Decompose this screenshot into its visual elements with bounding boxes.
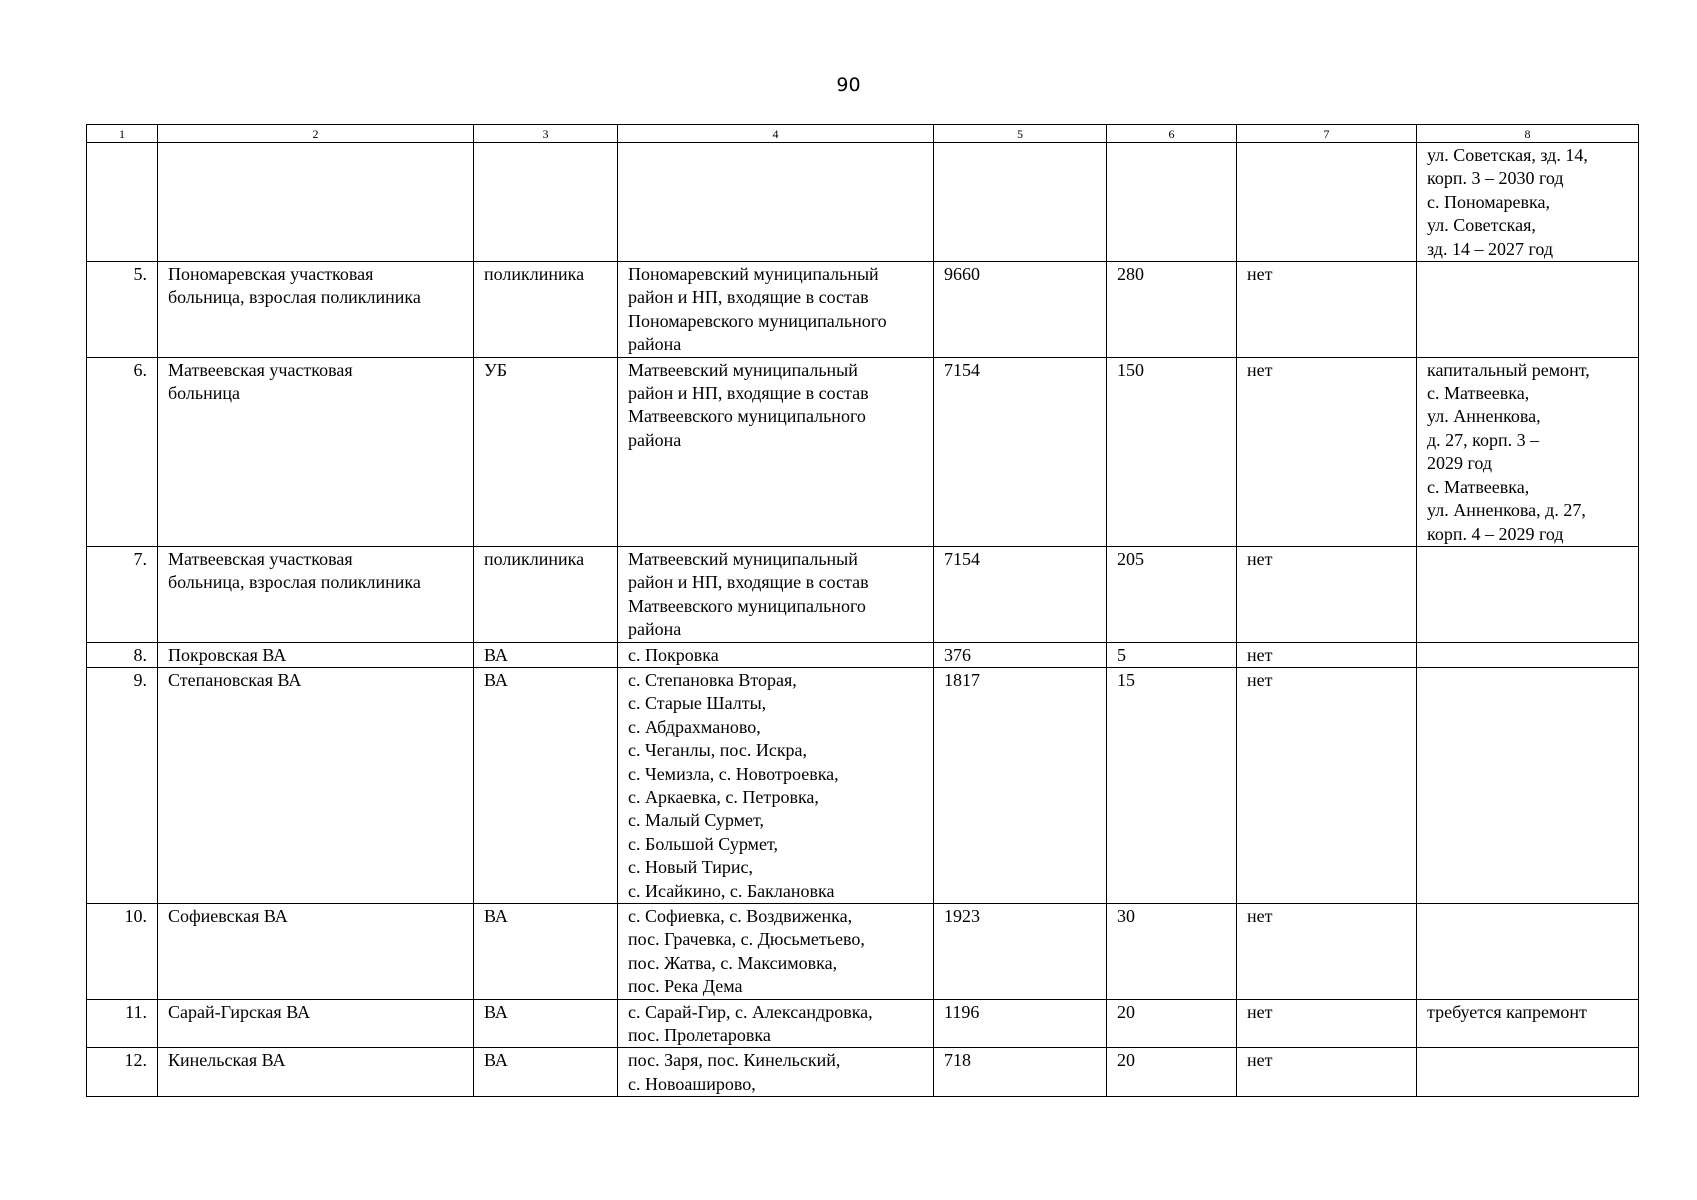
capacity-cell: 20 (1107, 999, 1237, 1048)
cell-line: больница (168, 383, 240, 404)
cell-line: пос. Грачевка, с. Дюсьметьево, (628, 929, 865, 950)
cell-line: район и НП, входящие в состав (628, 572, 869, 593)
table-row (87, 667, 1639, 903)
service-area-cell (618, 262, 934, 358)
capacity-cell (1107, 143, 1237, 262)
table-row (87, 546, 1639, 642)
service-area-cell (618, 904, 934, 1000)
cell-line: с. Покровка (628, 644, 719, 665)
capacity-cell: 30 (1107, 904, 1237, 1000)
status-cell (1237, 143, 1417, 262)
row-number-cell: 8. (87, 642, 158, 667)
column-header: 7 (1237, 125, 1417, 143)
column-header: 5 (934, 125, 1107, 143)
facility-type-cell (474, 999, 618, 1048)
cell-line: района (628, 429, 682, 450)
population-cell (934, 143, 1107, 262)
cell-line: Кинельская ВА (168, 1050, 286, 1071)
row-number-cell: 7. (87, 546, 158, 642)
cell-line: ВА (484, 906, 508, 926)
cell-line: зд. 14 – 2027 год (1427, 238, 1554, 259)
facility-name-cell (158, 642, 474, 667)
cell-line: пос. Пролетаровка (628, 1025, 771, 1046)
cell-line: с. Аркаевка, с. Петровка, (628, 786, 819, 807)
column-header: 6 (1107, 125, 1237, 143)
cell-line: больница, взрослая поликлиника (168, 287, 421, 308)
cell-line: района (628, 334, 682, 355)
cell-line: корп. 4 – 2029 год (1427, 523, 1564, 544)
population-cell: 7154 (934, 546, 1107, 642)
status-cell: нет (1237, 357, 1417, 546)
column-number-row (87, 125, 1639, 143)
facility-type-cell (474, 262, 618, 358)
table-row (87, 143, 1639, 262)
notes-cell (1417, 546, 1639, 642)
cell-line: пос. Заря, пос. Кинельский, (628, 1050, 841, 1071)
table-row (87, 642, 1639, 667)
table-row (87, 357, 1639, 546)
notes-cell (1417, 1048, 1639, 1097)
cell-line: Пономаревского муниципального (628, 310, 887, 331)
row-number-cell (87, 143, 158, 262)
table-row (87, 904, 1639, 1000)
cell-line: 2029 год (1427, 453, 1493, 474)
table-row (87, 999, 1639, 1048)
capacity-cell: 5 (1107, 642, 1237, 667)
cell-line: ул. Анненкова, (1427, 406, 1541, 427)
table-row (87, 262, 1639, 358)
column-header: 2 (158, 125, 474, 143)
service-area-cell (618, 999, 934, 1048)
notes-cell (1417, 999, 1639, 1048)
table-row (87, 1048, 1639, 1097)
column-header: 4 (618, 125, 934, 143)
service-area-cell (618, 1048, 934, 1097)
capacity-cell: 280 (1107, 262, 1237, 358)
capacity-cell: 20 (1107, 1048, 1237, 1097)
facility-name-cell (158, 999, 474, 1048)
cell-line: Степановская ВА (168, 669, 302, 690)
status-cell: нет (1237, 904, 1417, 1000)
population-cell: 1923 (934, 904, 1107, 1000)
facility-name-cell (158, 262, 474, 358)
cell-line: с. Степановка Вторая, (628, 669, 797, 690)
cell-line: Матвеевский муниципальный (628, 548, 858, 569)
column-header: 1 (87, 125, 158, 143)
page-number: 90 (836, 74, 861, 96)
facility-name-cell (158, 1048, 474, 1097)
cell-line: с. Чеганлы, пос. Искра, (628, 740, 808, 761)
status-cell: нет (1237, 999, 1417, 1048)
population-cell: 9660 (934, 262, 1107, 358)
notes-cell (1417, 143, 1639, 262)
cell-line: с. Новоаширово, (628, 1073, 756, 1094)
facility-type-cell (474, 357, 618, 546)
cell-line: больница, взрослая поликлиника (168, 572, 421, 593)
table-body (87, 143, 1639, 1097)
cell-line: с. Новый Тирис, (628, 857, 754, 878)
cell-line: поликлиника (484, 548, 585, 569)
row-number-cell: 5. (87, 262, 158, 358)
row-number-cell: 10. (87, 904, 158, 1000)
cell-line: капитальный ремонт, (1427, 359, 1590, 380)
facility-name-cell (158, 143, 474, 262)
status-cell: нет (1237, 667, 1417, 903)
facility-type-cell (474, 667, 618, 903)
cell-line: ВА (484, 1001, 508, 1022)
cell-line: с. Старые Шалты, (628, 693, 767, 714)
cell-line: ул. Советская, (1427, 215, 1536, 236)
facility-name-cell (158, 904, 474, 1000)
facility-type-cell (474, 1048, 618, 1097)
facilities-table (86, 124, 1639, 1097)
capacity-cell: 15 (1107, 667, 1237, 903)
population-cell: 7154 (934, 357, 1107, 546)
service-area-cell (618, 357, 934, 546)
status-cell: нет (1237, 642, 1417, 667)
cell-line: с. Сарай-Гир, с. Александровка, (628, 1001, 873, 1022)
row-number-cell: 11. (87, 999, 158, 1048)
column-header: 8 (1417, 125, 1639, 143)
cell-line: требуется капремонт (1427, 1001, 1587, 1022)
notes-cell (1417, 357, 1639, 546)
cell-line: район и НП, входящие в состав (628, 383, 869, 404)
row-number-cell: 12. (87, 1048, 158, 1097)
notes-cell (1417, 642, 1639, 667)
cell-line: Софиевская ВА (168, 906, 288, 926)
cell-line: УБ (484, 359, 508, 380)
cell-line: район и НП, входящие в состав (628, 287, 869, 308)
population-cell: 718 (934, 1048, 1107, 1097)
cell-line: с. Большой Сурмет, (628, 833, 778, 854)
cell-line: с. Софиевка, с. Воздвиженка, (628, 906, 853, 926)
population-cell: 1817 (934, 667, 1107, 903)
cell-line: с. Малый Сурмет, (628, 810, 765, 831)
cell-line: пос. Жатва, с. Максимовка, (628, 952, 838, 973)
facility-type-cell (474, 143, 618, 262)
cell-line: с. Чемизла, с. Новотроевка, (628, 763, 839, 784)
notes-cell (1417, 667, 1639, 903)
service-area-cell (618, 546, 934, 642)
service-area-cell (618, 667, 934, 903)
status-cell: нет (1237, 546, 1417, 642)
cell-line: ВА (484, 1050, 508, 1071)
cell-line: района (628, 619, 682, 640)
cell-line: с. Матвеевка, (1427, 476, 1530, 497)
capacity-cell: 150 (1107, 357, 1237, 546)
population-cell: 376 (934, 642, 1107, 667)
cell-line: Матвеевского муниципального (628, 406, 866, 427)
cell-line: Покровская ВА (168, 644, 287, 665)
cell-line: ВА (484, 669, 508, 690)
capacity-cell: 205 (1107, 546, 1237, 642)
cell-line: Пономаревская участковая (168, 264, 374, 285)
service-area-cell (618, 143, 934, 262)
cell-line: с. Матвеевка, (1427, 383, 1530, 404)
cell-line: Матвеевский муниципальный (628, 359, 858, 380)
notes-cell (1417, 904, 1639, 1000)
service-area-cell (618, 642, 934, 667)
facility-type-cell (474, 904, 618, 1000)
cell-line: ул. Анненкова, д. 27, (1427, 500, 1586, 521)
cell-line: с. Пономаревка, (1427, 191, 1550, 212)
cell-line: Пономаревский муниципальный (628, 264, 879, 285)
cell-line: ВА (484, 644, 508, 665)
cell-line: с. Абдрахманово, (628, 716, 761, 737)
column-header: 3 (474, 125, 618, 143)
cell-line: д. 27, корп. 3 – (1427, 429, 1540, 450)
row-number-cell: 6. (87, 357, 158, 546)
row-number-cell: 9. (87, 667, 158, 903)
cell-line: Матвеевского муниципального (628, 595, 866, 616)
cell-line: корп. 3 – 2030 год (1427, 168, 1564, 189)
population-cell: 1196 (934, 999, 1107, 1048)
facility-name-cell (158, 546, 474, 642)
cell-line: Матвеевская участковая (168, 359, 353, 380)
status-cell: нет (1237, 1048, 1417, 1097)
facility-type-cell (474, 642, 618, 667)
facility-name-cell (158, 667, 474, 903)
cell-line: Сарай-Гирская ВА (168, 1001, 311, 1022)
cell-line: с. Исайкино, с. Баклановка (628, 880, 835, 901)
cell-line: ул. Советская, зд. 14, (1427, 145, 1588, 165)
status-cell: нет (1237, 262, 1417, 358)
notes-cell (1417, 262, 1639, 358)
cell-line: пос. Река Дема (628, 976, 743, 997)
cell-line: Матвеевская участковая (168, 548, 353, 569)
facility-type-cell (474, 546, 618, 642)
facility-name-cell (158, 357, 474, 546)
cell-line: поликлиника (484, 264, 585, 285)
